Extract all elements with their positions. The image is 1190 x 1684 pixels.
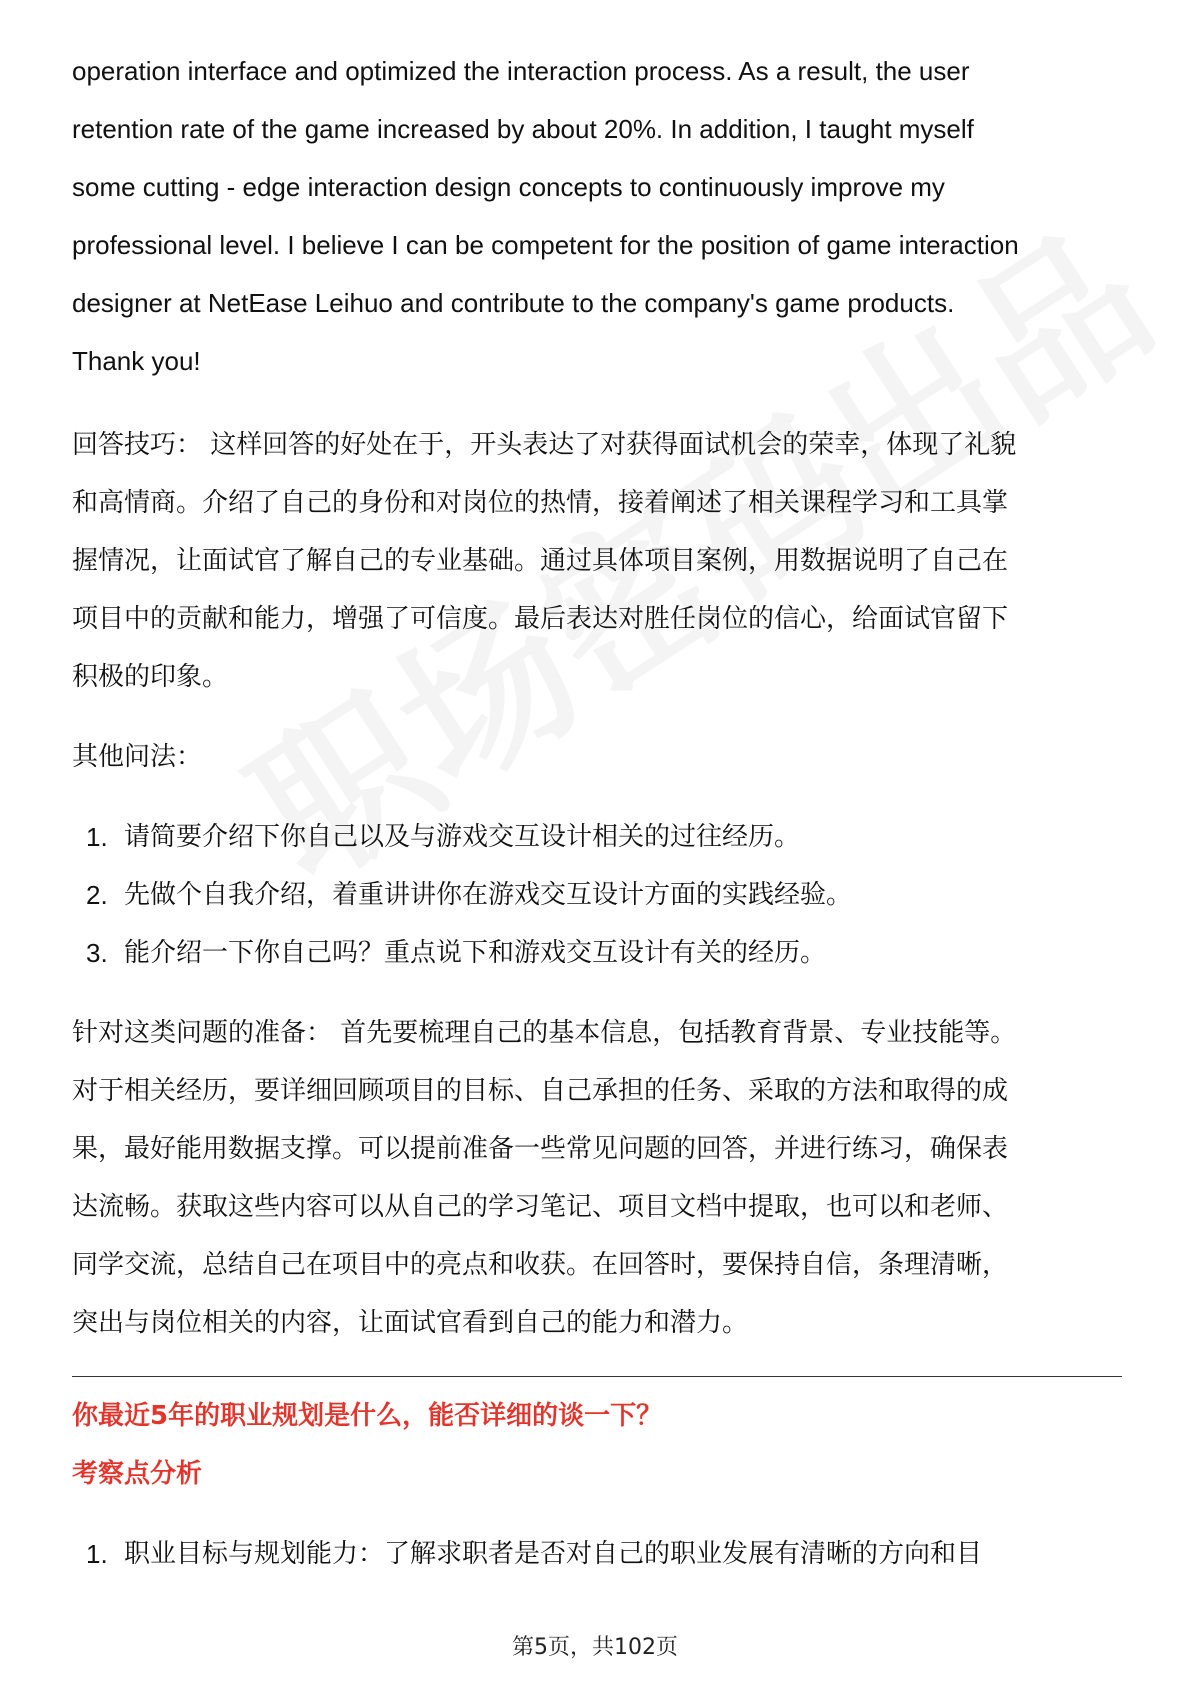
list-item-text: 职业目标与规划能力：了解求职者是否对自己的职业发展有清晰的方向和目 [124, 1539, 983, 1569]
other-questions-heading: 其他问法： [72, 742, 203, 772]
section-divider [72, 1376, 1122, 1377]
intro-paragraph: operation interface and optimized the interaction process. As a result, the user retention rate of the game increased by about 20%. In addition, I taught myself some cutting - edge interaction design concepts to continuously improve my professional level. I believe I can be competent for the position of game interaction designer at NetEase Leihuo and contribute to the company's game products. Thank you! [72, 56, 1019, 376]
list-item-number: 2. [86, 880, 108, 910]
list-item-number: 1. [86, 1539, 108, 1569]
answer-tips-paragraph: 回答技巧： 这样回答的好处在于，开头表达了对获得面试机会的荣幸，体现了礼貌 和高情商。介绍了自己的身份和对岗位的热情，接着阐述了相关课程学习和工具掌 握情况，让面试官了解自己的专业基础。通过具体项目案例，用数据说明了自己在 项目中的贡献和能力，增强了可信度。最后表达对胜任岗位的信心，给面试官留下 积极的印象。 [72, 430, 1017, 692]
other-questions-list [72, 808, 1122, 982]
question-title: 你最近5年的职业规划是什么，能否详细的谈一下？ [72, 1401, 663, 1431]
preparation-paragraph: 针对这类问题的准备： 首先要梳理自己的基本信息，包括教育背景、专业技能等。 对于相关经历，要详细回顾项目的目标、自己承担的任务、采取的方法和取得的成 果，最好能用数据支撑。可以提前准备一些常见问题的回答，并进行练习，确保表 达流畅。获取这些内容可以从自己的学习笔记、项目文档中提取，也可以和老师、 同学交流，总结自己在项目中的亮点和收获。在回答时，要保持自信，条理清晰， 突出与岗位相关的内容，让面试官看到自己的能力和潜力。 [72, 1018, 1017, 1338]
page-content [72, 42, 1122, 1583]
list-item [72, 924, 1122, 982]
list-item-number: 1. [86, 822, 108, 852]
analysis-heading: 考察点分析 [72, 1459, 203, 1489]
list-item-text: 先做个自我介绍，着重讲讲你在游戏交互设计方面的实践经验。 [124, 880, 853, 910]
analysis-list [72, 1525, 1122, 1583]
list-item [72, 866, 1122, 924]
list-item-text: 能介绍一下你自己吗？重点说下和游戏交互设计有关的经历。 [124, 938, 827, 968]
list-item [72, 808, 1122, 866]
list-item-number: 3. [86, 938, 108, 968]
list-item-text: 请简要介绍下你自己以及与游戏交互设计相关的过往经历。 [124, 822, 801, 852]
list-item [72, 1525, 1122, 1583]
page-footer: 第5页，共102页 [512, 1635, 678, 1660]
